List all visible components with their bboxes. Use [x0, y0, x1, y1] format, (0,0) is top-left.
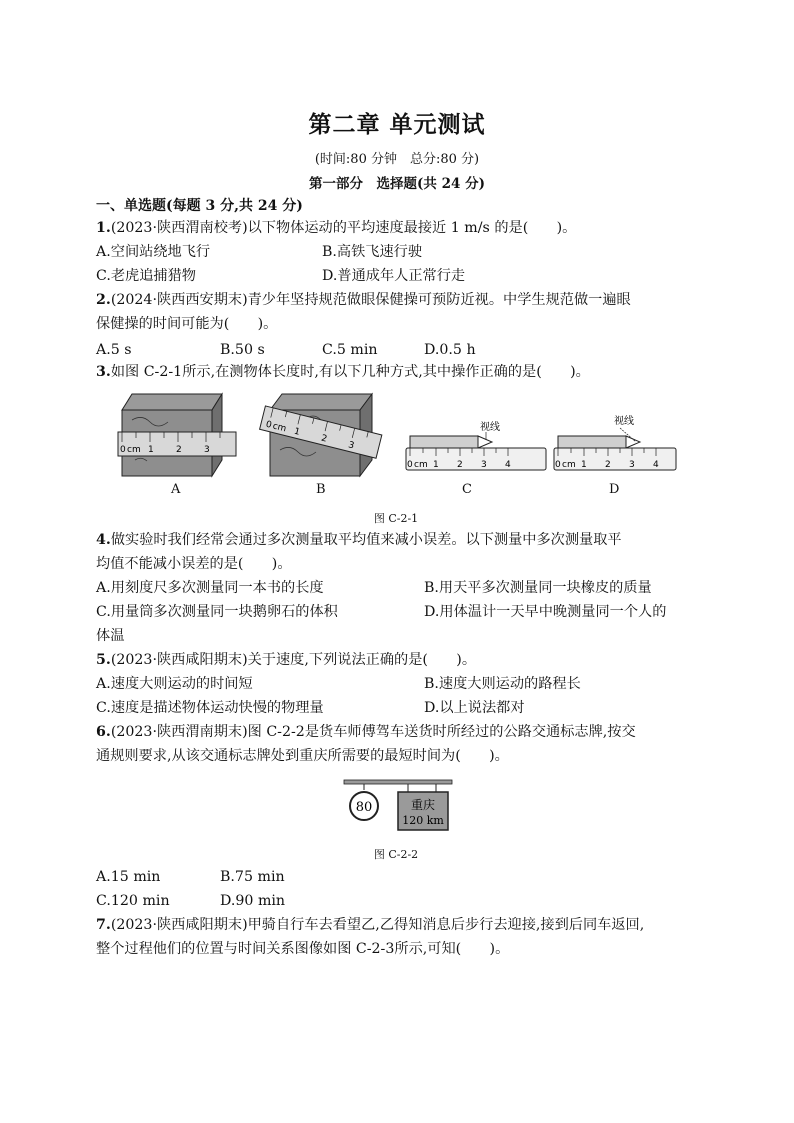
destination-name: 重庆: [410, 798, 436, 812]
question-1: 1.(2023·陕西渭南校考)以下物体运动的平均速度最接近 1 m/s 的是( )。: [96, 220, 577, 236]
q2-option-a: A.5 s: [96, 342, 132, 358]
q4-option-d: D.用体温计一天早中晚测量同一个人的: [424, 604, 667, 620]
figure-c-2-1: [110, 390, 690, 510]
sightline-c-label: 视线: [480, 422, 500, 433]
q4-option-b: B.用天平多次测量同一块橡皮的质量: [424, 580, 652, 596]
question-4-line-2: 均值不能减小误差的是( )。: [96, 556, 292, 572]
ruler-b-3: 3: [347, 440, 356, 452]
figure-label-d: D: [609, 482, 620, 497]
ruler-c-zero: 0: [407, 460, 413, 470]
ruler-c-unit: cm: [414, 460, 428, 470]
sightline-d-label: 视线: [614, 416, 634, 427]
speed-limit-sign: [350, 792, 378, 820]
figure-caption-c-2-1: 图 C-2-1: [373, 512, 419, 525]
question-3: 3.如图 C-2-1所示,在测物体长度时,有以下几种方式,其中操作正确的是( )。: [96, 364, 590, 380]
ruler-b-zero: 0: [264, 419, 273, 431]
section-heading: 一、单选题(每题 3 分,共 24 分): [96, 198, 303, 214]
question-2-line-2: 保健操的时间可能为( )。: [96, 316, 278, 332]
distance-sign: [398, 792, 448, 830]
ruler-a-3: 3: [204, 445, 210, 455]
q6-option-b: B.75 min: [220, 869, 285, 885]
question-6: 6.(2023·陕西渭南期末)图 C-2-2是货车师傅驾车送货时所经过的公路交通标志牌,按交: [96, 724, 636, 740]
q2-option-b: B.50 s: [220, 342, 265, 358]
speed-limit-value: 80: [355, 800, 373, 815]
q1-option-c: C.老虎追捕猎物: [96, 268, 196, 284]
part-heading: 第一部分 选择题(共 24 分): [309, 176, 485, 192]
q5-option-c: C.速度是描述物体运动快慢的物理量: [96, 700, 324, 716]
destination-distance: 120 km: [402, 814, 444, 827]
q1-option-d: D.普通成年人正常行走: [322, 268, 466, 284]
figure-d-ruler-sightline: [554, 414, 676, 470]
figure-caption-c-2-2: 图 C-2-2: [373, 848, 419, 861]
ruler-d-4: 4: [653, 460, 659, 470]
question-7-line-2: 整个过程他们的位置与时间关系图像如图 C-2-3所示,可知( )。: [96, 941, 510, 957]
ruler-b-2: 2: [320, 433, 328, 445]
ruler-d-zero: 0: [555, 460, 561, 470]
ruler-d-2: 2: [605, 460, 611, 470]
ruler-a-zero: 0: [120, 445, 126, 455]
page-title: 第二章 单元测试: [308, 112, 486, 138]
figure-label-b: B: [316, 482, 326, 497]
question-5: 5.(2023·陕西咸阳期末)关于速度,下列说法正确的是( )。: [96, 652, 477, 668]
question-6-line-2: 通规则要求,从该交通标志牌处到重庆所需要的最短时间为( )。: [96, 748, 509, 764]
q6-option-c: C.120 min: [96, 893, 170, 909]
q4-option-d-continued: 体温: [96, 628, 125, 644]
ruler-c-4: 4: [505, 460, 511, 470]
figure-c-ruler-sightline: [406, 420, 546, 470]
q1-option-a: A.空间站绕地飞行: [96, 244, 211, 260]
q1-option-b: B.高铁飞速行驶: [322, 244, 423, 260]
q5-option-b: B.速度大则运动的路程长: [424, 676, 581, 692]
ruler-b-unit: cm: [271, 421, 288, 435]
q6-option-a: A.15 min: [96, 869, 161, 885]
ruler-a-2: 2: [176, 445, 182, 455]
ruler-c-3: 3: [481, 460, 487, 470]
figure-b-block-ruler: [260, 394, 382, 476]
ruler-b-1: 1: [292, 426, 301, 438]
ruler-a-unit: cm: [127, 445, 141, 455]
q2-option-d: D.0.5 h: [424, 342, 476, 358]
figure-label-c: C: [462, 482, 472, 497]
q5-option-a: A.速度大则运动的时间短: [96, 676, 253, 692]
question-4: 4.做实验时我们经常会通过多次测量取平均值来减小误差。以下测量中多次测量取平: [96, 532, 622, 548]
exam-info: (时间:80 分钟 总分:80 分): [314, 152, 480, 167]
q5-option-d: D.以上说法都对: [424, 700, 525, 716]
question-2: 2.(2024·陕西西安期末)青少年坚持规范做眼保健操可预防近视。中学生规范做一遍眼: [96, 292, 631, 308]
ruler-d-unit: cm: [562, 460, 576, 470]
question-7: 7.(2023·陕西咸阳期末)甲骑自行车去看望乙,乙得知消息后步行去迎接,接到后同车返回,: [96, 917, 645, 933]
figure-label-a: A: [171, 482, 181, 497]
ruler-a-1: 1: [148, 445, 154, 455]
figure-c-2-2: [340, 776, 460, 838]
figure-a-block-ruler: [118, 394, 236, 476]
ruler-d-1: 1: [581, 460, 587, 470]
q6-option-d: D.90 min: [220, 893, 286, 909]
q4-option-c: C.用量筒多次测量同一块鹅卵石的体积: [96, 604, 338, 620]
ruler-c-2: 2: [457, 460, 463, 470]
ruler-d-3: 3: [629, 460, 635, 470]
q2-option-c: C.5 min: [322, 342, 378, 358]
q4-option-a: A.用刻度尺多次测量同一本书的长度: [96, 580, 324, 596]
ruler-c-1: 1: [433, 460, 439, 470]
